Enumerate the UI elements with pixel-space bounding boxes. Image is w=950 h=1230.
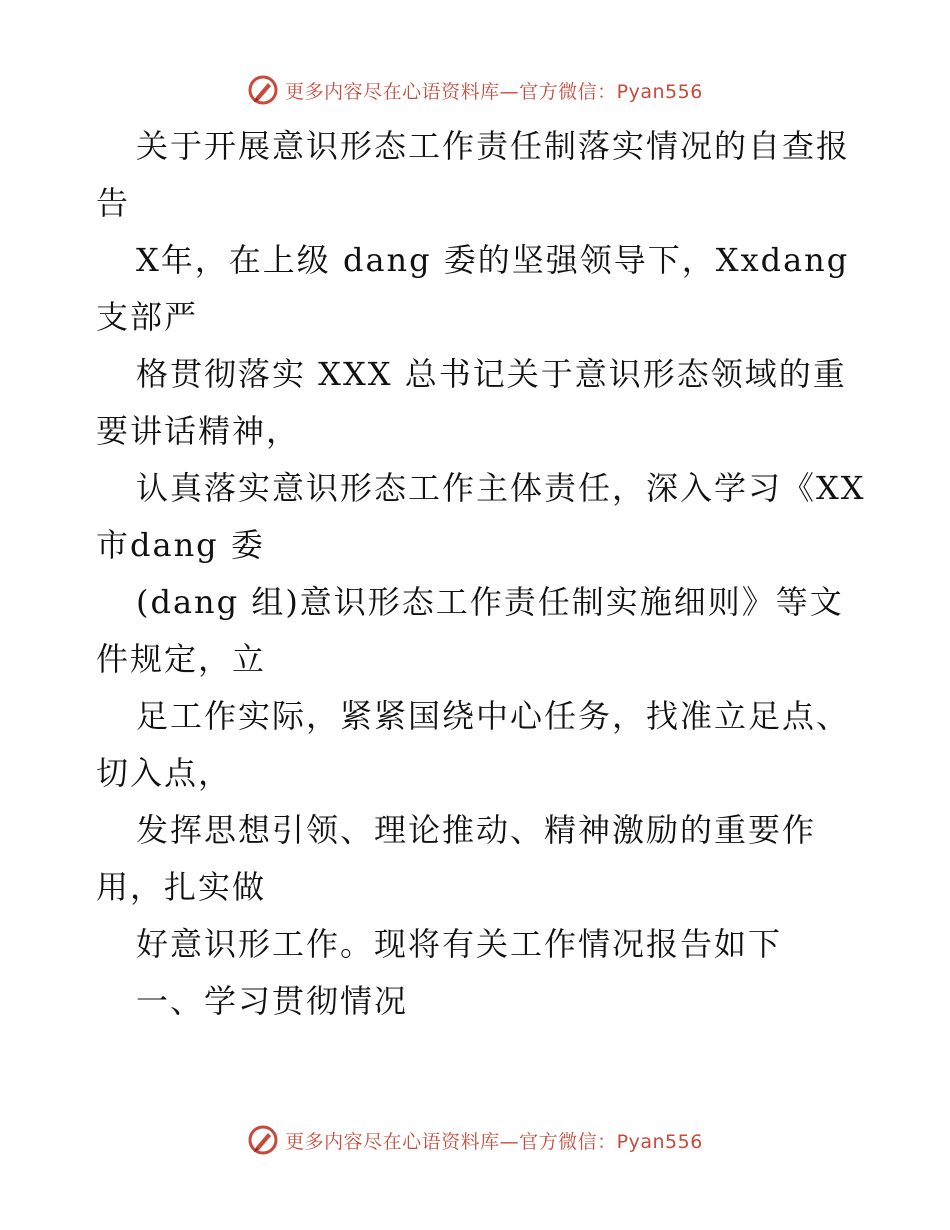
pen-logo-icon	[247, 1124, 279, 1156]
watermark-footer	[0, 1120, 950, 1160]
section-heading: 一、学习贯彻情况	[136, 982, 409, 1020]
paragraph-line: 发挥思想引领、理论推动、精神激励的重要作用，扎实做	[96, 811, 817, 906]
paragraph-line: 认真落实意识形态工作主体责任，深入学习《XX市dang 委	[96, 469, 866, 564]
paragraph-line: (dang 组)意识形态工作责任制实施细则》等文件规定，立	[96, 583, 844, 678]
paragraph-line: 好意识形工作。现将有关工作情况报告如下	[136, 925, 783, 963]
watermark-text: 更多内容尽在心语资料库—官方微信：Pyan556	[285, 1130, 703, 1153]
pen-logo-icon	[247, 74, 279, 106]
paragraph-line: 足工作实际，紧紧国绕中心任务，找准立足点、切入点，	[96, 697, 851, 792]
document-body	[96, 118, 866, 1030]
watermark-header	[0, 70, 950, 110]
paragraph-line: X年，在上级 dang 委的坚强领导下，Xxdang 支部严	[96, 241, 850, 336]
paragraph-line: 格贯彻落实 XXX 总书记关于意识形态领域的重要讲话精神，	[96, 355, 847, 450]
watermark-text: 更多内容尽在心语资料库—官方微信：Pyan556	[285, 80, 703, 103]
document-title: 关于开展意识形态工作责任制落实情况的自查报告	[96, 127, 851, 222]
